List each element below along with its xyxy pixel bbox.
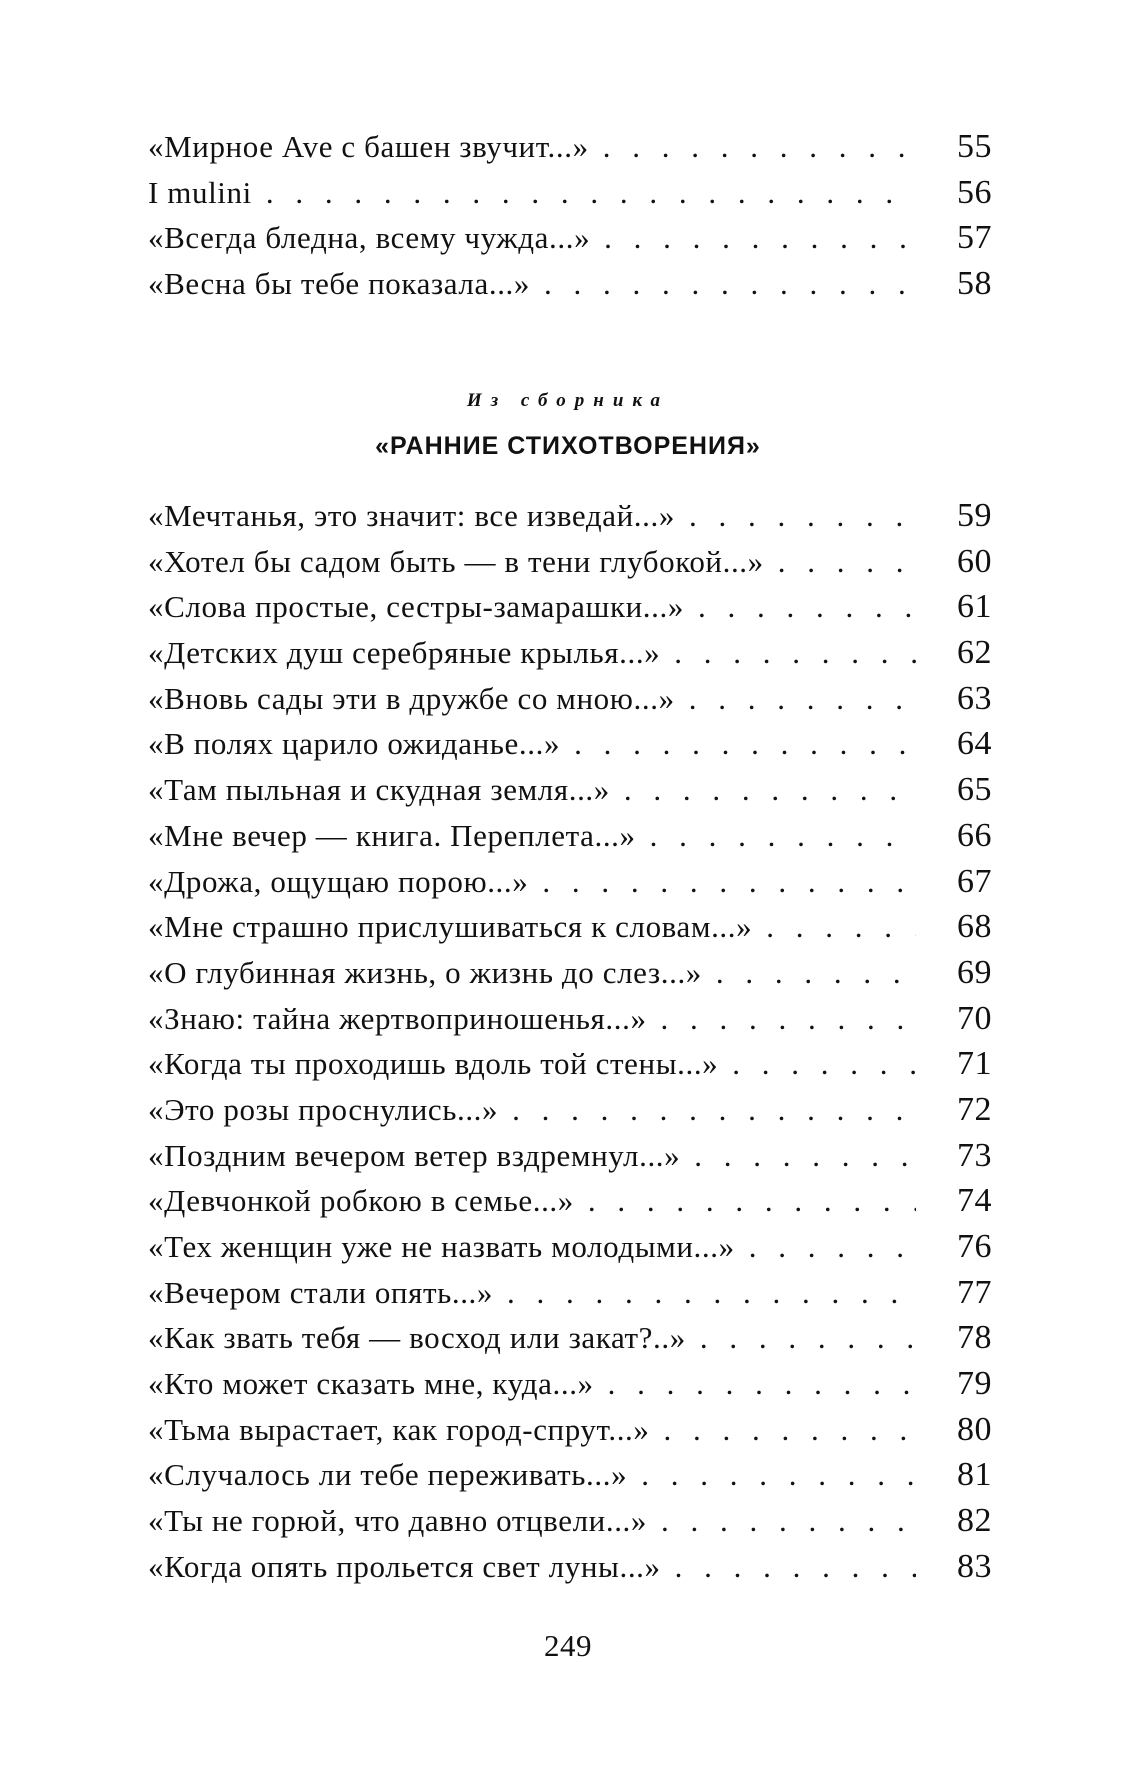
toc-dot-leader <box>694 1138 916 1174</box>
toc-entry <box>148 771 992 817</box>
toc-entry <box>148 1091 992 1137</box>
toc-entry-page: 70 <box>957 999 992 1037</box>
toc-entry-page: 74 <box>957 1182 992 1220</box>
toc-entry <box>148 817 992 863</box>
toc-entry <box>148 1319 992 1365</box>
toc-entry <box>148 634 992 680</box>
toc-entry-page: 57 <box>957 219 992 257</box>
toc-entry-title: «Дрожа, ощущаю порою...» <box>148 863 529 899</box>
toc-entry-title: «О глубинная жизнь, о жизнь до слез...» <box>148 954 702 990</box>
toc-entry <box>148 1548 992 1594</box>
toc-dot-leader <box>604 220 916 256</box>
toc-entry-title: «Весна бы тебе показала...» <box>148 266 530 302</box>
toc-entry-page: 79 <box>957 1365 992 1403</box>
toc-entry-title: I mulini <box>148 174 252 210</box>
toc-entry-title: «Всегда бледна, всему чужда...» <box>148 220 591 256</box>
toc-dot-leader <box>674 635 916 671</box>
toc-entry-page: 63 <box>957 679 992 717</box>
toc-entry-page: 73 <box>957 1136 992 1174</box>
toc-entry-page: 71 <box>957 1045 992 1083</box>
toc-dot-leader <box>661 1001 916 1037</box>
toc-entry-page: 59 <box>957 497 992 534</box>
toc-entry-title: «Когда ты проходишь вдоль той стены...» <box>148 1046 719 1082</box>
toc-dot-leader <box>689 681 916 717</box>
toc-entry-title: «Ты не горюй, что давно отцвели...» <box>148 1503 648 1539</box>
toc-entry-title: «Детских душ серебряные крылья...» <box>148 635 661 671</box>
toc-entry-page: 55 <box>957 128 992 165</box>
toc-entry <box>148 1182 992 1228</box>
toc-dot-leader <box>266 175 916 211</box>
toc-dot-leader <box>749 1229 916 1265</box>
toc-entry-title: «Случалось ли тебе переживать...» <box>148 1457 628 1493</box>
toc-entry <box>148 725 992 771</box>
toc-dot-leader <box>574 726 916 762</box>
toc-entry <box>148 1000 992 1046</box>
toc-entry <box>148 1502 992 1548</box>
toc-dot-leader <box>698 589 916 625</box>
toc-entry-title: «Хотел бы садом быть — в тени глубокой...» <box>148 543 764 579</box>
toc-entry-page: 80 <box>957 1410 992 1448</box>
toc-dot-leader <box>608 1366 916 1402</box>
toc-entry-title: «Тьма вырастает, как город-спрут...» <box>148 1411 650 1447</box>
toc-entry <box>148 1228 992 1274</box>
toc-entry <box>148 543 992 589</box>
toc-entry-page: 68 <box>957 908 992 946</box>
toc-entry-page: 76 <box>957 1228 992 1265</box>
toc-entry-title: «В полях царило ожиданье...» <box>148 726 561 762</box>
section-title: «РАННИЕ СТИХОТВОРЕНИЯ» <box>375 432 761 460</box>
toc-entry-title: «Мне страшно прислушиваться к словам...» <box>148 909 753 945</box>
toc-dot-leader <box>624 772 916 808</box>
toc-entry <box>148 588 992 634</box>
toc-dot-leader <box>689 498 916 534</box>
toc-entry-title: «Тех женщин уже не назвать молодыми...» <box>148 1229 735 1264</box>
toc-dot-leader <box>650 818 916 854</box>
toc-dot-leader <box>732 1046 916 1082</box>
toc-entry-page: 81 <box>957 1456 992 1494</box>
toc-entry <box>148 497 992 543</box>
toc-entry-page: 72 <box>957 1090 992 1128</box>
toc-entry-page: 67 <box>957 862 992 900</box>
toc-entry-page: 56 <box>957 173 992 211</box>
toc-entry-page: 61 <box>957 588 992 626</box>
toc-dot-leader <box>512 1092 916 1128</box>
page-number: 249 <box>544 1628 592 1663</box>
toc-entry <box>148 1456 992 1502</box>
toc-section-list <box>148 497 992 1594</box>
toc-entry-page: 60 <box>957 542 992 580</box>
toc-entry-page: 77 <box>957 1273 992 1311</box>
toc-dot-leader <box>716 955 916 991</box>
toc-entry-page: 69 <box>957 953 992 991</box>
toc-entry <box>148 954 992 1000</box>
toc-entry <box>148 908 992 954</box>
toc-entry-title: «Мне вечер — книга. Переплета...» <box>148 817 636 853</box>
toc-entry-title: «Поздним вечером ветер вздремнул...» <box>148 1137 681 1173</box>
toc-dot-leader <box>507 1275 916 1311</box>
toc-entry-title: «Как звать тебя — восход или закат?..» <box>148 1320 686 1356</box>
toc-entry-title: «Мечтанья, это значит: все изведай...» <box>148 498 675 533</box>
toc-dot-leader <box>661 1503 916 1539</box>
toc-entry-title: «Это розы проснулись...» <box>148 1091 499 1127</box>
toc-entry <box>148 680 992 726</box>
toc-entry-title: «Слова простые, сестры-замарашки...» <box>148 589 684 625</box>
toc-dot-leader <box>588 1183 916 1219</box>
toc-top-list <box>148 128 992 311</box>
toc-entry-title: «Девчонкой робкою в семье...» <box>148 1183 574 1219</box>
toc-entry-title: «Мирное Ave с башен звучит...» <box>148 129 589 164</box>
section-subtitle: Из сборника <box>466 390 670 411</box>
toc-entry <box>148 128 992 174</box>
toc-entry-title: «Там пыльная и скудная земля...» <box>148 772 610 808</box>
toc-entry <box>148 1365 992 1411</box>
toc-entry-page: 64 <box>957 725 992 763</box>
toc-entry <box>148 219 992 265</box>
toc-dot-leader <box>675 1549 916 1585</box>
toc-entry-page: 78 <box>957 1319 992 1357</box>
toc-entry <box>148 1137 992 1183</box>
toc-entry-title: «Вечером стали опять...» <box>148 1274 494 1310</box>
toc-dot-leader <box>664 1412 917 1448</box>
toc-entry-page: 82 <box>957 1502 992 1540</box>
toc-entry-page: 66 <box>957 816 992 854</box>
toc-entry <box>148 265 992 311</box>
toc-dot-leader <box>603 129 916 165</box>
toc-entry <box>148 174 992 220</box>
toc-entry <box>148 1411 992 1457</box>
toc-dot-leader <box>544 266 916 302</box>
toc-entry-title: «Когда опять прольется свет луны...» <box>148 1548 661 1584</box>
toc-entry-title: «Кто может сказать мне, куда...» <box>148 1366 594 1402</box>
toc-dot-leader <box>700 1320 916 1356</box>
toc-entry <box>148 1045 992 1091</box>
toc-entry-page: 83 <box>957 1547 992 1585</box>
toc-dot-leader <box>778 544 916 580</box>
toc-entry-page: 58 <box>957 265 992 303</box>
toc-entry-page: 62 <box>957 634 992 672</box>
toc-entry-title: «Знаю: тайна жертвоприношенья...» <box>148 1000 647 1036</box>
toc-dot-leader <box>641 1457 916 1493</box>
toc-entry-page: 65 <box>957 771 992 809</box>
toc-entry <box>148 1274 992 1320</box>
toc-entry <box>148 863 992 909</box>
toc-entry-title: «Вновь сады эти в дружбе со мною...» <box>148 680 675 716</box>
toc-dot-leader <box>766 909 916 945</box>
toc-dot-leader <box>542 864 916 900</box>
